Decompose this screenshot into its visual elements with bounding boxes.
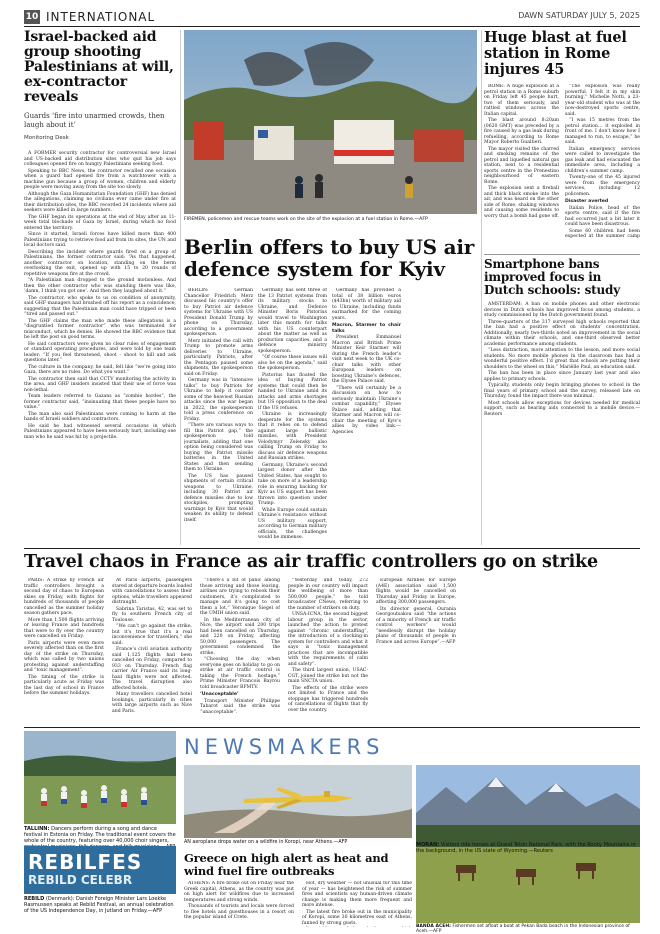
body-paragraph: “There will certainly be a discussion on how to seriously maintain Ukraine’s combat capability,” Elysee Palace said, adding that Starmer and Macron will co-chair the meeting of Kyiv’s allies by video link.—Agencies xyxy=(332,385,401,435)
body-paragraph: The latest fire broke out in the municipality of Koropi, some 30 kilometres east of Athens, fanned by strong gusts. xyxy=(302,909,412,926)
body-paragraph: Sabrina Taristas, 42, was set to fly to southern French city of Toulouse. xyxy=(112,606,192,623)
firefighting-aircraft-illustration xyxy=(184,765,412,838)
france-body-col-4 xyxy=(288,578,368,718)
rome-headline: Huge blast at fuel station in Rome injures 45 xyxy=(484,30,627,78)
greece-body-col-2 xyxy=(302,881,412,927)
body-paragraph: UNSA-ICNA, the second biggest labour group in the sector, launched the action to protest against “chronic understaffing”, the introduction of a clocking-in system for controllers and what it says is “toxic management practices that are incompatible with the requirements of calm and safety”. xyxy=(288,612,368,667)
rebild-caption-text: (Denmark): Danish Foreign Minister Lars Loekke Rasmussen speaks at Rebild Festival, an annual celebration of the US Independence Day, in Jutland on Friday.—AFP xyxy=(24,896,174,914)
story-berlin xyxy=(184,236,477,546)
france-body-col-5 xyxy=(376,578,456,718)
gaza-body xyxy=(24,151,176,440)
berlin-body-col-4 xyxy=(406,288,477,542)
page-number: 10 xyxy=(25,12,39,22)
body-paragraph: “Of course these issues will also be on the agenda,” said the spokesperson. xyxy=(258,355,327,371)
tallinn-caption-text: Dancers perform during a song and dance festival in Estonia on Friday. The traditional event covers the whole of the country, featuring over 40,000 choir singers, xyxy=(24,826,176,844)
chisinau-caption-place xyxy=(24,858,25,859)
story-rome xyxy=(484,30,640,252)
body-paragraph: A FORMER security contractor for controversial new Israel and US-backed aid distribution sites who quit his job says colleagues opened fire on hungry Palestinians seeking food. xyxy=(24,151,176,167)
greece-body-columns xyxy=(184,881,412,927)
france-body-col-3 xyxy=(200,578,280,718)
body-paragraph: The blast around 8:20am (0620 GMT) was preceded by a fire caused by a gas leak during refuelling, according to Rome Mayor Roberto Gualtieri. xyxy=(484,118,559,145)
body-paragraph: The GHF claims the man who made these allegations is a “disgruntled former contractor” who was terminated for misconduct, which he denies. He showed the BBC evidence that he left the post on good terms. xyxy=(24,318,176,340)
rebild-caption-place: REBILD xyxy=(24,896,45,902)
story-subhead: Disaster averted xyxy=(565,199,609,204)
column-divider xyxy=(180,30,181,545)
body-paragraph: Germany was in “intensive talks” to buy Patriots for Ukraine to help it counter some of the heaviest Russian attacks since the war began in 2022, the spokesperson told a press conference on Friday. xyxy=(184,378,253,422)
body-paragraph: More than 1,500 flights arriving or leaving France and hundreds that were to fly over the country were cancelled on Friday. xyxy=(24,617,104,639)
rebild-caption xyxy=(24,896,176,914)
body-paragraph: “We can’t go against the strike, but it’s true that it’s a real inconvenience for travellers,” she said. xyxy=(112,624,192,646)
smartphone-headline: Smartphone bans improved focus in Dutch schools: study xyxy=(484,257,620,297)
body-paragraph: Since it started, Israeli forces have killed more than 400 Palestinians trying to retrieve food aid from its sites, the UN and local doctors said. xyxy=(24,232,176,248)
body-paragraph: The ban has been in place since January last year and also applies to primary schools. xyxy=(484,371,640,382)
body-paragraph: Thousands of tourists and locals were forced to flee hotels and guesthouses in a resort on the popular island of Crete. xyxy=(184,904,294,920)
banda-caption xyxy=(416,924,640,934)
column-divider xyxy=(481,30,482,545)
banda-caption-text: Fishermen set afloat a boat at Pekan Bada beach in the Indonesian province of Aceh.—AFP xyxy=(416,924,630,934)
body-paragraph: Many travellers cancelled hotel bookings, particularly in cities with large airports such as Nice and Paris. xyxy=(112,692,192,714)
rome-body-col-2 xyxy=(565,84,640,239)
story-subhead: ‘Unacceptable’ xyxy=(200,692,239,697)
story-subhead: Macron, Starmer to chair talks xyxy=(332,323,401,334)
body-paragraph: “The explosion was really powerful. I felt it in my skin burning,” Michelle Notti, a 23-year-old student who was at the now-destroyed sports centre, said. xyxy=(565,84,640,117)
body-paragraph: Italian emergency services were called to investigate the gas leak and had evacuated the immediate area, including a children’s summer camp. xyxy=(565,146,640,174)
banda-caption-place: BANDA ACEH: xyxy=(416,924,451,929)
body-paragraph: The contractor, who spoke to us on condition of anonymity, said GHF managers had brushed off his report as a coincidence, suggesting that the Palestinian man could have tripped or been “tired and passed out.” xyxy=(24,295,176,317)
body-paragraph: Germany has provided a total of 38 billion euros ($43bn) worth of military aid to Ukraine, including funds earmarked for the coming years. xyxy=(332,288,401,321)
body-paragraph: Hot, dry weather — not unusual for this time of year — has heightened the risk of summer fires and scientists say human-driven climate change is making them more frequent and more intense. xyxy=(302,881,412,908)
body-paragraph: Pistorius has floated the idea of buying Patriot systems that could then be handed to Ukraine amid its attacks and arms shortages but US opposition to the deal if the US refuses. xyxy=(258,372,327,411)
body-paragraph: “Less distraction, more attention to the lesson, and more social students. No more mobile phones in the classroom has had a wonderful positive effect. I’d great that schools are putting their shoulders to the wheel on this,” Mariëlle Paul, an education said. xyxy=(484,348,640,370)
body-paragraph: European Airlines for Europe (A4E) association said 1,500 flights would be cancelled on Thursday and Friday in Europe, affecting 300,000 passengers. xyxy=(376,578,456,605)
story-france xyxy=(24,552,640,722)
body-paragraph: Italian Police, head of the sports centre, said if the fire had occurred just a bit later it could have been disastrous. xyxy=(565,205,640,227)
smartphone-body xyxy=(484,302,640,417)
berlin-body-columns xyxy=(184,288,477,542)
rome-fire-illustration xyxy=(184,30,477,214)
france-body-col-2 xyxy=(112,578,192,718)
body-paragraph: PARIS: A strike by French air traffic controllers brought a second day of chaos to European skies on Friday, with flights for hundreds of thousands of people cancelled as the summer holiday season gathers pace. xyxy=(24,578,104,616)
body-paragraph: “A Palestinian man dropped to the ground motionless. And then the other contractor who was standing there was like, ‘damn, I think you got one’. And then they laughed about it.” xyxy=(24,278,176,294)
body-paragraph: At Paris airports, passengers stared at departure boards loaded with cancellations to assess their options, while travellers appeared distraught. xyxy=(112,578,192,605)
body-paragraph: The third largest union, USAC-CGT, joined the strike but not the main SNCTA union. xyxy=(288,668,368,684)
gaza-byline: Monitoring Desk xyxy=(24,135,69,141)
france-body-col-1 xyxy=(24,578,104,718)
france-body-columns xyxy=(24,578,640,718)
body-paragraph: Paris airports were even more severely affected than on the first day of the strike on Thursday, which was called by two unions protesting against understaffing and “toxic management”. xyxy=(24,640,104,673)
france-body-col-6 xyxy=(464,578,544,718)
tallinn-festival-illustration xyxy=(24,731,176,824)
rebild-banner-text-2: REBILD CELEBR xyxy=(28,873,133,887)
section-rule xyxy=(24,548,640,549)
tallinn-photo xyxy=(24,731,176,824)
greece-headline: Greece on high alert as heat and wind fuel fire outbreaks xyxy=(184,852,389,878)
body-paragraph: Speaking to BBC News, the contractor recalled one occasion when a guard had opened fire from a watchtower with a machine gun because a group of women, children and elderly people were moving away from the site too slowly. xyxy=(24,168,176,190)
body-paragraph: Germany has sent three of the 13 Patriot systems from its military stocks to Ukraine, and Defence Minister Boris Pistorius would travel to Washington later this month for talks with his US counterpart about the matter as well as production capacities, and a defence ministry spokesperson. xyxy=(258,288,327,354)
body-paragraph: France’s civil aviation authority said 1,125 flights had been cancelled on Friday, compared to 933 on Thursday. French flag carrier Air France said its long-haul flights were not affected. The travel disruption also affected hotels. xyxy=(112,647,192,691)
body-paragraph: “There’s a bit of panic among those arriving and those leaving, airlines are trying to rebook their customers, it’s complicated to manage and it’s going to cost them a lot,” Veronique Siegel of the UMIH union said. xyxy=(200,578,280,616)
body-paragraph: “There are various ways to fill this Patriot gap,” the spokesperson told journalists, adding that one option being considered was buying the Patriot missile batteries in the United States and then sending them to Ukraine. xyxy=(184,423,253,472)
body-paragraph: Germany, Ukraine’s second largest donor after the United States, has sought to take on more of a leadership role in ensuring backing for Kyiv as US support has been thrown into question under Trump. xyxy=(258,462,327,506)
body-paragraph: While Europe could sustain Ukraine’s resistance without US military support, according to German military officials, the challenges would be immense. xyxy=(258,507,327,540)
paper-name: DAWN xyxy=(518,11,544,20)
france-headline: Travel chaos in France as air traffic controllers go on strike xyxy=(24,552,598,572)
body-paragraph: The culture in the company, he said, felt like “we’re going into Gaza, there are no rules. Do what you want.” xyxy=(24,364,176,375)
story-smartphone xyxy=(484,254,640,546)
body-paragraph: Three-quarters of the 317 surveyed high schools reported that the ban had a positive effect on students’ concentration. Additionally, nearly two-thirds noted an improvement in the social climate within their schools, and one-third observed better academic performance among students. xyxy=(484,319,640,347)
rome-fire-photo xyxy=(184,30,477,214)
body-paragraph: Some 60 children had been expected at the summer camp xyxy=(565,228,640,239)
body-paragraph: The US has paused shipments of certain critical weapons to Ukraine, including 30 Patriot air defence missiles due to low stockpiles, prompting warnings by Kyiv that would weaken its ability to defend itself. xyxy=(184,473,253,523)
body-paragraph: He said contractors were given no clear rules of engagement or standard operating procedures, and were told by one team leader: “If you feel threatened, shoot - shoot to kill and ask questions later.” xyxy=(24,341,176,363)
body-paragraph: The contractor then said that CCTV monitoring the activity in the area, and GHF insiders insisted that their use of force was non-lethal. xyxy=(24,376,176,393)
section-rule xyxy=(24,727,640,728)
body-paragraph: Transport Minister Philippe Tabarot said the strike was “unacceptable”. xyxy=(200,698,280,715)
rebild-banner-text: REBILFES xyxy=(28,850,143,874)
story-rule xyxy=(484,254,640,255)
rome-body-columns xyxy=(484,84,640,239)
masthead-rule xyxy=(24,26,640,27)
aircraft-caption: AN aeroplane drops water on a wildfire in Koropi, near Athens.—AFP xyxy=(184,840,348,845)
france-body-col-7 xyxy=(552,578,640,718)
body-paragraph: Describing the incident where guards fired on a group of Palestinians, the former contractor said: “As that happened, another contractor on location, standing on the berm overlooking the exit, opened up with 15 to 20 rounds of repetitive weapons fire at the crowd. xyxy=(24,249,176,277)
story-greece xyxy=(184,852,412,928)
body-paragraph: The GHF began its operations at the end of May after an 11-week total blockade of Gaza by Israel, during which no food entered the territory. xyxy=(24,214,176,231)
berlin-body-col-3 xyxy=(332,288,401,542)
moran-caption-text: Visitors ride horses at Grand Teton National Park, with the Rocky Mountains in the background, in the US state of Wyoming.—Reuters xyxy=(416,842,636,854)
body-paragraph: He said he had witnessed several occasions in which Palestinians appeared to have been seriously hurt, including one man who he said was hit by a projectile. xyxy=(24,423,176,440)
body-paragraph: Ukraine is increasingly desperate for the systems that it relies on to defend against large ballistic missiles, with President Volodymyr Zelensky also calling Trump on Friday to discuss air defence weapons and Russian strikes. xyxy=(258,412,327,461)
body-paragraph: The mayor visited the charred and smoking remains of the petrol and liquefied natural gas station, next to a residential sports centre in the Prenestino neighbourhood of eastern Rome. xyxy=(484,146,559,185)
body-paragraph: Its director general, Ourania Georgoutsakou said “the actions of a minority of French air traffic control workers” would “needlessly disrupt the holiday plans of thousands of people in France and across Europe”.—AFP xyxy=(376,606,456,645)
masthead xyxy=(24,10,640,26)
rebild-photo xyxy=(24,846,176,894)
newsmakers-title: NEWSMAKERS xyxy=(184,735,385,759)
body-paragraph: President Emmanuel Macron and British Prime Minister Keir Starmer will during the French leader’s visit next week to the UK co-chair talks with other European leaders on boosting Ukraine’s defences, the Elysee Palace said. xyxy=(332,335,401,384)
body-paragraph: “Yesterday and today, 272 people in our country will impact the wellbeing of more than 500,000 people,” he told broadcaster CNews, referring to the number of strikers on duty. xyxy=(288,578,368,611)
rome-photo-caption: FIREMEN, policemen and rescue teams work on the site of the explosion at a fuel station in Rome.—AFP xyxy=(184,217,428,222)
berlin-body-col-2 xyxy=(258,288,327,542)
body-paragraph: In the Mediterranean city of Nice, the airport said 200 trips had been cancelled on Thursday, and 220 on Friday, affecting 50,000 passengers. The government condemned the strike. xyxy=(200,617,280,656)
body-paragraph: Merz initiated the call with Trump to promote arms deliveries to Ukraine, particularly Patriots, after the Pentagon paused some shipments, the spokesperson said on Friday. xyxy=(184,338,253,377)
body-paragraph: Although the Gaza Humanitarian Foundation (GHF) has denied the allegations, claiming no civilians ever came under fire at their distribution sites, the BBC recorded 24 incidents where aid seekers were killed in large numbers. xyxy=(24,191,176,213)
story-gaza xyxy=(24,30,176,545)
body-paragraph: The timing of the strike is particularly acute as Friday was the last day of school in France before the summer holidays. xyxy=(24,674,104,696)
body-paragraph: Team leaders referred to Gazans as “zombie hordes”, the former contractor said, “insinuating that these people have no value.” xyxy=(24,394,176,410)
greece-body-col-1 xyxy=(184,881,294,927)
moran-caption xyxy=(416,842,640,854)
body-paragraph: BERLIN: German Chancellor Friedrich Merz discussed his country’s offer to buy Patriot air defence systems for Ukraine with US President Donald Trump by phone on Thursday, according to a government spokesperson. xyxy=(184,288,253,337)
body-paragraph: Typically, students only begin bringing phones to school in the final years of primary school and the survey, released late on Thursday, found the impact there was minimal. xyxy=(484,383,640,399)
masthead-date xyxy=(518,11,640,20)
body-paragraph: Twenty-one of the 45 injured were from the emergency services, including 12 policemen. xyxy=(565,175,640,197)
chisinau-caption xyxy=(24,858,25,859)
issue-date: SATURDAY JULY 5, 2025 xyxy=(545,11,640,20)
body-paragraph: AMSTERDAM: A ban on mobile phones and other electronic devices in Dutch schools has improved focus among students, a study commissioned by the Dutch government found. xyxy=(484,302,640,318)
body-paragraph: ROME: A huge explosion at a petrol station in a Rome suburb on Friday left 45 people hurt, two of them seriously, and rattled windows across the Italian capital. xyxy=(484,84,559,117)
aircraft-photo xyxy=(184,765,412,838)
body-paragraph: “I was 15 metres from the petrol station... it exploded in front of me. I don’t know how I managed to run, to escape,” he said. xyxy=(565,118,640,145)
body-paragraph: ATHENS: A fire broke out on Friday near the Greek capital, Athens, as the country was put on high alert for wildfires due to increased temperatures and strong winds. xyxy=(184,881,294,903)
berlin-body-col-1 xyxy=(184,288,253,542)
gaza-subhead: Guards ‘fire into unarmed crowds, then laugh about it’ xyxy=(24,112,165,129)
tallinn-caption-place: TALLINN: xyxy=(24,826,50,832)
rome-body-col-1 xyxy=(484,84,559,239)
body-paragraph: Most schools allow exceptions for devices needed for medical support, such as hearing aids connected to a mobile device.—Reuters xyxy=(484,400,640,417)
berlin-headline: Berlin offers to buy US air defence system for Kyiv xyxy=(184,236,475,281)
body-paragraph: The man also said Palestinians were coming to harm at the hands of Israeli soldiers and contractors. xyxy=(24,411,176,422)
section-title: INTERNATIONAL xyxy=(46,10,156,24)
body-paragraph: The effects of the strike were not limited to France and the stoppage has triggered hundreds of cancellations of flights that fly over the country. xyxy=(288,685,368,713)
body-paragraph: “Choosing the day when everyone goes on holiday to go on strike at air traffic control is taking the French hostage,” Prime Minister Francois Bayrou told broadcaster BFMTV. xyxy=(200,657,280,690)
gaza-headline: Israel-backed aid group shooting Palestinians at will, ex-contractor reveals xyxy=(24,30,174,105)
moran-caption-place: MORAN: xyxy=(416,842,441,848)
body-paragraph: The explosion sent a fireball and thick black smoke into the air, and was heard on the other side of Rome, shaking windows and causing some residents to worry that a bomb had gone off. xyxy=(484,186,559,219)
